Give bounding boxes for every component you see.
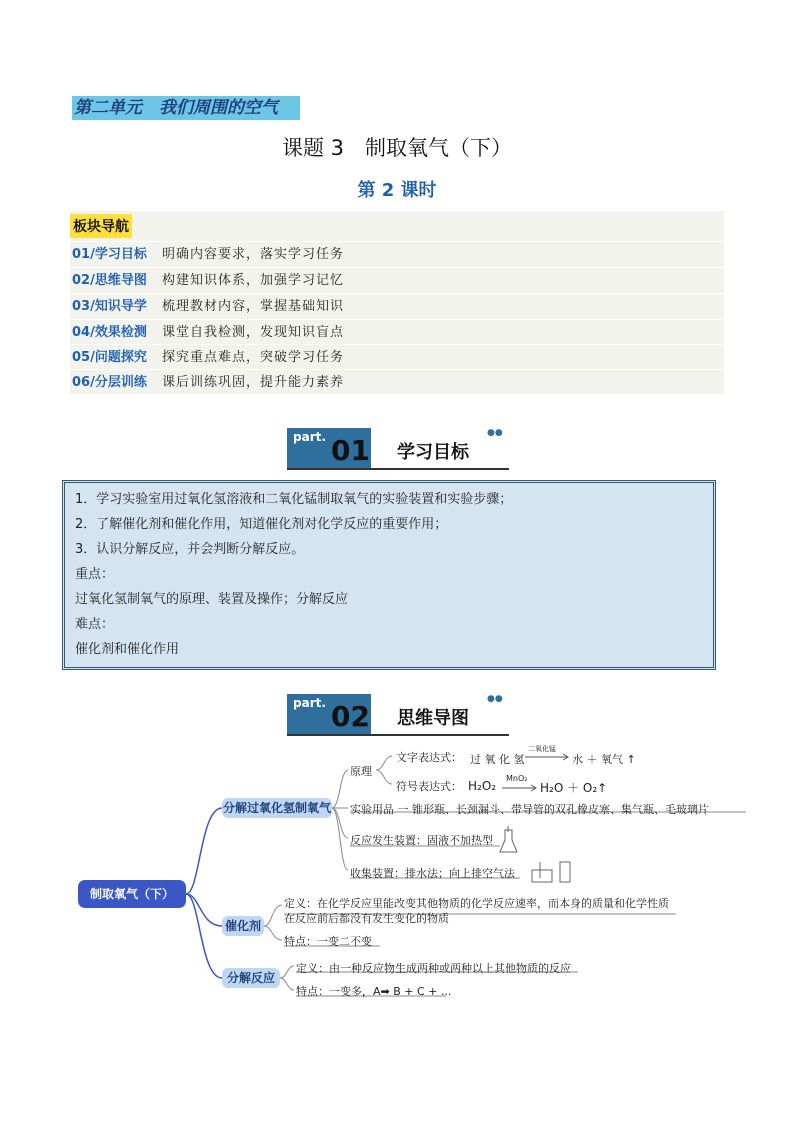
- word-eq-catalyst: 二氧化锰: [528, 745, 556, 753]
- collection-apparatus-icon: [532, 862, 570, 882]
- hard-label: 难点：: [75, 617, 115, 632]
- nav-heading: 板块导航: [70, 211, 132, 238]
- unit-title: 第二单元 我们周围的空气: [72, 96, 300, 120]
- generator-text: 反应发生装置：固液不加热型: [350, 834, 493, 847]
- nav-item[interactable]: 02/思维导图 构建知识体系，加强学习记忆: [70, 267, 724, 293]
- branch-h2o2: 分解过氧化氢制氧气: [222, 798, 332, 818]
- catalyst-def-1: 定义：在化学反应里能改变其他物质的化学反应速率，而本身的质量和化学性质: [284, 897, 669, 910]
- hard-text: 催化剂和催化作用: [75, 642, 180, 657]
- objective-item: 2．了解催化剂和催化作用，知道催化剂对化学反应的重要作用；: [75, 517, 448, 532]
- catalyst-feature: 特点：一变二不变: [284, 935, 372, 948]
- lesson-title: 课题 3 制取氧气（下）: [281, 136, 513, 160]
- symbol-eq-label: 符号表达式：: [396, 780, 462, 793]
- word-eq-left: 过 氧 化 氢: [470, 753, 525, 766]
- symbol-eq-left: H₂O₂: [468, 779, 497, 793]
- word-eq-right: 水 ＋ 氧气 ↑: [572, 753, 636, 766]
- catalyst-def-2: 在反应前后都没有发生变化的物质: [284, 912, 449, 925]
- apparatus-text: 实验用品 一 锥形瓶、长颈漏斗、带导管的双孔橡皮塞、集气瓶、毛玻璃片: [350, 803, 709, 816]
- nav-item[interactable]: 03/知识导学 梳理教材内容，掌握基础知识: [70, 293, 724, 319]
- droplets-icon: ●●: [487, 694, 503, 704]
- principle-label: 原理: [350, 765, 372, 778]
- nav-item[interactable]: 04/效果检测 课堂自我检测，发现知识盲点: [70, 319, 724, 345]
- nav-item[interactable]: 05/问题探究 探究重点难点，突破学习任务: [70, 344, 724, 370]
- lesson-subtitle: 第 2 课时: [357, 180, 437, 201]
- collect-text: 收集装置：排水法；向上排空气法: [350, 867, 515, 880]
- key-label: 重点：: [75, 567, 115, 582]
- decomposition-feature: 特点：一变多，A➡ B + C + ...: [296, 985, 452, 998]
- branch-catalyst: 催化剂: [222, 916, 264, 936]
- objective-item: 1．学习实验室用过氧化氢溶液和二氧化锰制取氧气的实验装置和实验步骤；: [75, 492, 513, 507]
- part-02-header: part. 02 思维导图 ●●: [287, 694, 509, 738]
- objective-item: 3．认识分解反应，并会判断分解反应。: [75, 542, 305, 557]
- flask-icon: [500, 826, 517, 852]
- nav-item[interactable]: 01/学习目标 明确内容要求，落实学习任务: [70, 241, 724, 267]
- decomposition-def: 定义：由一种反应物生成两种或两种以上其他物质的反应: [296, 962, 571, 975]
- symbol-eq-right: H₂O ＋ O₂↑: [540, 781, 608, 795]
- key-text: 过氧化氢制氧气的原理、装置及操作；分解反应: [75, 592, 349, 607]
- droplets-icon: ●●: [487, 428, 503, 438]
- mindmap-root: 制取氧气（下）: [78, 880, 186, 908]
- word-eq-label: 文字表达式：: [396, 751, 462, 764]
- branch-decomposition: 分解反应: [222, 968, 280, 988]
- part-01-header: part. 01 学习目标 ●●: [287, 428, 509, 472]
- symbol-eq-catalyst: MnO₂: [506, 774, 528, 783]
- nav-item[interactable]: 06/分层训练 课后训练巩固，提升能力素养: [70, 369, 724, 395]
